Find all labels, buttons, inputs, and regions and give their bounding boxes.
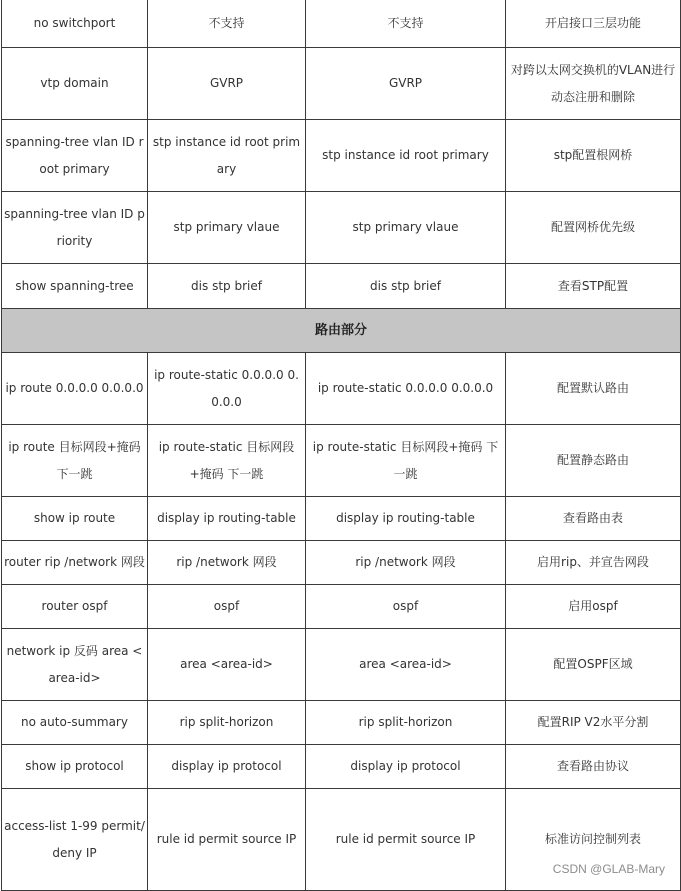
table-cell: display ip routing-table	[148, 497, 306, 541]
table-cell: 开启接口三层功能	[506, 0, 681, 48]
table-row	[2, 192, 681, 264]
table-cell: ip route-static 0.0.0.0 0.0.0.0	[306, 353, 506, 425]
table-row	[2, 353, 681, 425]
table-cell: rip /network 网段	[306, 541, 506, 585]
table-row	[2, 497, 681, 541]
table-cell: 配置默认路由	[506, 353, 681, 425]
table-row	[2, 48, 681, 120]
table-cell: vtp domain	[2, 48, 148, 120]
table-row	[2, 120, 681, 192]
table-row	[2, 0, 681, 48]
table-cell: rip split-horizon	[306, 701, 506, 745]
table-cell: stp instance id root primary	[306, 120, 506, 192]
table-cell: area <area-id>	[148, 629, 306, 701]
table-cell: ip route 目标网段+掩码 下一跳	[2, 425, 148, 497]
table-cell: 配置RIP V2水平分割	[506, 701, 681, 745]
table-cell: display ip protocol	[148, 745, 306, 789]
table-cell: stp primary vlaue	[148, 192, 306, 264]
table-row	[2, 425, 681, 497]
table-cell: 启用rip、并宣告网段	[506, 541, 681, 585]
table-cell: 不支持	[148, 0, 306, 48]
table-cell: area <area-id>	[306, 629, 506, 701]
section-title: 路由部分	[2, 309, 681, 353]
table-cell: 查看路由表	[506, 497, 681, 541]
table-row	[2, 701, 681, 745]
table-cell: 查看路由协议	[506, 745, 681, 789]
table-cell: stp配置根网桥	[506, 120, 681, 192]
table-cell: GVRP	[148, 48, 306, 120]
table-cell: GVRP	[306, 48, 506, 120]
table-cell: dis stp brief	[148, 264, 306, 309]
table-cell: spanning-tree vlan ID priority	[2, 192, 148, 264]
table-row	[2, 541, 681, 585]
table-cell: ip route-static 目标网段+掩码 下一跳	[306, 425, 506, 497]
table-cell: network ip 反码 area <area-id>	[2, 629, 148, 701]
table-cell: ip route-static 目标网段+掩码 下一跳	[148, 425, 306, 497]
table-cell: no auto-summary	[2, 701, 148, 745]
table-cell: stp primary vlaue	[306, 192, 506, 264]
table-cell: rule id permit source IP	[306, 789, 506, 891]
table-cell: no switchport	[2, 0, 148, 48]
table-cell: 对跨以太网交换机的VLAN进行动态注册和删除	[506, 48, 681, 120]
table-cell: dis stp brief	[306, 264, 506, 309]
table-cell: display ip protocol	[306, 745, 506, 789]
section-header-row	[2, 309, 681, 353]
table-cell: show ip protocol	[2, 745, 148, 789]
table-cell: router rip /network 网段	[2, 541, 148, 585]
table-cell: ip route 0.0.0.0 0.0.0.0	[2, 353, 148, 425]
table-cell: show ip route	[2, 497, 148, 541]
table-cell: spanning-tree vlan ID root primary	[2, 120, 148, 192]
table-row	[2, 264, 681, 309]
table-cell: 启用ospf	[506, 585, 681, 629]
table-cell: rip /network 网段	[148, 541, 306, 585]
table-cell: 查看STP配置	[506, 264, 681, 309]
table-cell: stp instance id root primary	[148, 120, 306, 192]
table-cell: ospf	[306, 585, 506, 629]
table-cell: 不支持	[306, 0, 506, 48]
table-cell: 标准访问控制列表	[506, 789, 681, 891]
table-cell: rip split-horizon	[148, 701, 306, 745]
command-table	[1, 0, 681, 891]
table-row	[2, 629, 681, 701]
table-cell: 配置网桥优先级	[506, 192, 681, 264]
table-cell: 配置OSPF区域	[506, 629, 681, 701]
table-cell: 配置静态路由	[506, 425, 681, 497]
table-cell: rule id permit source IP	[148, 789, 306, 891]
table-cell: router ospf	[2, 585, 148, 629]
table-row	[2, 745, 681, 789]
table-cell: ospf	[148, 585, 306, 629]
table-cell: show spanning-tree	[2, 264, 148, 309]
table-cell: ip route-static 0.0.0.0 0.0.0.0	[148, 353, 306, 425]
table-cell: display ip routing-table	[306, 497, 506, 541]
table-cell: access-list 1-99 permit/ deny IP	[2, 789, 148, 891]
watermark: CSDN @GLAB-Mary	[552, 862, 665, 876]
table-row	[2, 585, 681, 629]
